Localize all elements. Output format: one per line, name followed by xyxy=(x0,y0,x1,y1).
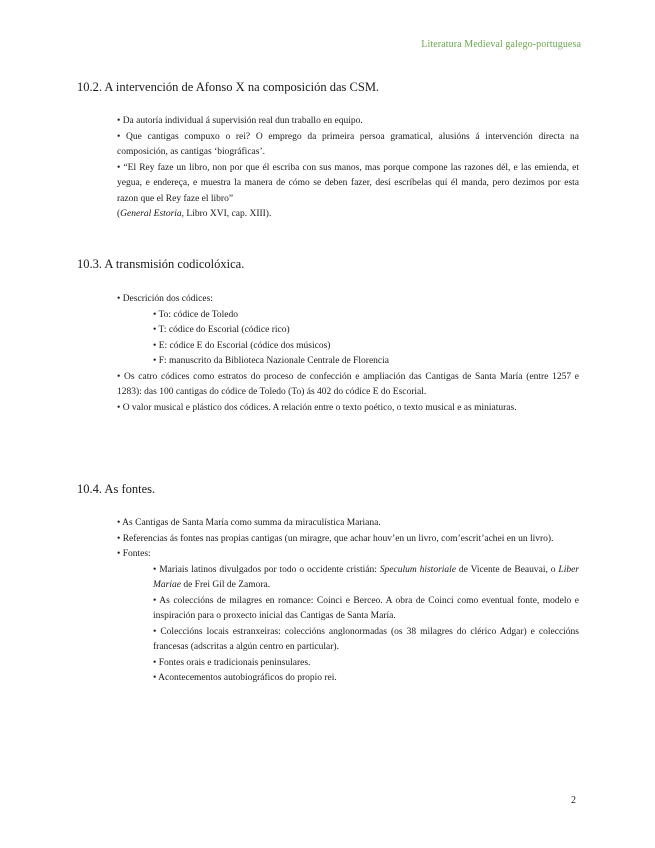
source-text: de Frei Gil de Zamora. xyxy=(180,580,271,590)
section-title: 10.3. A transmisión codicolóxica. xyxy=(77,257,245,271)
codex-item: • To: códice de Toledo xyxy=(153,309,239,320)
citation-rest: , Libro XVI, cap. XIII). xyxy=(181,209,272,219)
source-item: • As coleccións de milagres en romance: Coinci e Berceo. A obra de Coinci como eventual fonte, modelo e inspiración para o proxecto inicial das Cantigas de Santa María. xyxy=(153,595,579,621)
page-number: 2 xyxy=(571,795,576,806)
quote-citation xyxy=(117,207,579,223)
quote-item: • “El Rey faze un libro, non por que él escriba con sus manos, mas porque compone las razones dél, e las emienda, et yegua, e endereça, e muestra la manera de cómo se deben fazer, desí escríbelas quí él manda, pero dezimos por esta razon que el Rey faze el libro” xyxy=(117,162,579,204)
source-item: • Acontecementos autobiográficos do propio rei. xyxy=(153,673,337,683)
codex-item: • E: códice E do Escorial (códice dos músicos) xyxy=(153,340,331,351)
source-work: Liber Mariae xyxy=(153,564,580,590)
list-item: • Os catro códices como estratos do proceso de confección e ampliación das Cantigas de Santa María (entre 1257 e 1283): das 100 cantigas do códice de Toledo (To) ás 402 do códice E do Escorial. xyxy=(117,371,579,397)
source-item: • Coleccións locais estranxeiras: coleccións anglonormadas (os 38 milagres do clérico Adgar) e coleccións francesas (adscritas a algún centro en particular). xyxy=(153,626,579,652)
section-10-4-items xyxy=(117,516,579,687)
running-header: Literatura Medieval galego-portuguesa xyxy=(421,39,581,50)
source-text: • Mariais latinos divulgados por todo o occidente cristián: xyxy=(153,564,380,575)
section-10-2 xyxy=(77,80,579,95)
section-10-3-items xyxy=(117,292,579,416)
source-item xyxy=(153,563,579,594)
list-item: • As Cantigas de Santa María como summa da miraculística Mariana. xyxy=(117,518,381,528)
list-item: • Da autoría individual á supervisión real dun traballo en equipo. xyxy=(117,116,363,126)
codex-item: • T: códice do Escorial (códice rico) xyxy=(153,325,290,335)
list-item: • Fontes: xyxy=(117,549,151,559)
section-title: 10.4. As fontes. xyxy=(77,482,156,496)
section-10-4 xyxy=(77,482,579,497)
list-item: • Referencias ás fontes nas propias cantigas (un miragre, que achar houv’en un livro, com’escrit’achei en un livro). xyxy=(117,533,554,544)
citation-open: ( xyxy=(117,209,121,219)
section-title: 10.2. A intervención de Afonso X na composición das CSM. xyxy=(77,80,380,94)
section-10-2-items xyxy=(117,114,579,223)
list-item: • Que cantigas compuxo o rei? O emprego da primeira persoa gramatical, alusións á intervención directa na composición, as cantigas ‘biográficas’. xyxy=(117,131,579,157)
source-item: • Fontes orais e tradicionais peninsulares. xyxy=(153,657,311,668)
list-item: • Descrición dos códices: xyxy=(117,294,213,304)
source-text: de Vicente de Beauvai, o xyxy=(456,564,559,575)
codex-item: • F: manuscrito da Biblioteca Nazionale Centrale de Florencia xyxy=(153,356,389,366)
section-10-3 xyxy=(77,257,579,272)
list-item: • O valor musical e plástico dos códices. A relación entre o texto poético, o texto musical e as miniaturas. xyxy=(117,402,517,413)
citation-work: General Estoria xyxy=(120,209,182,219)
source-work: Speculum historiale xyxy=(379,564,457,575)
